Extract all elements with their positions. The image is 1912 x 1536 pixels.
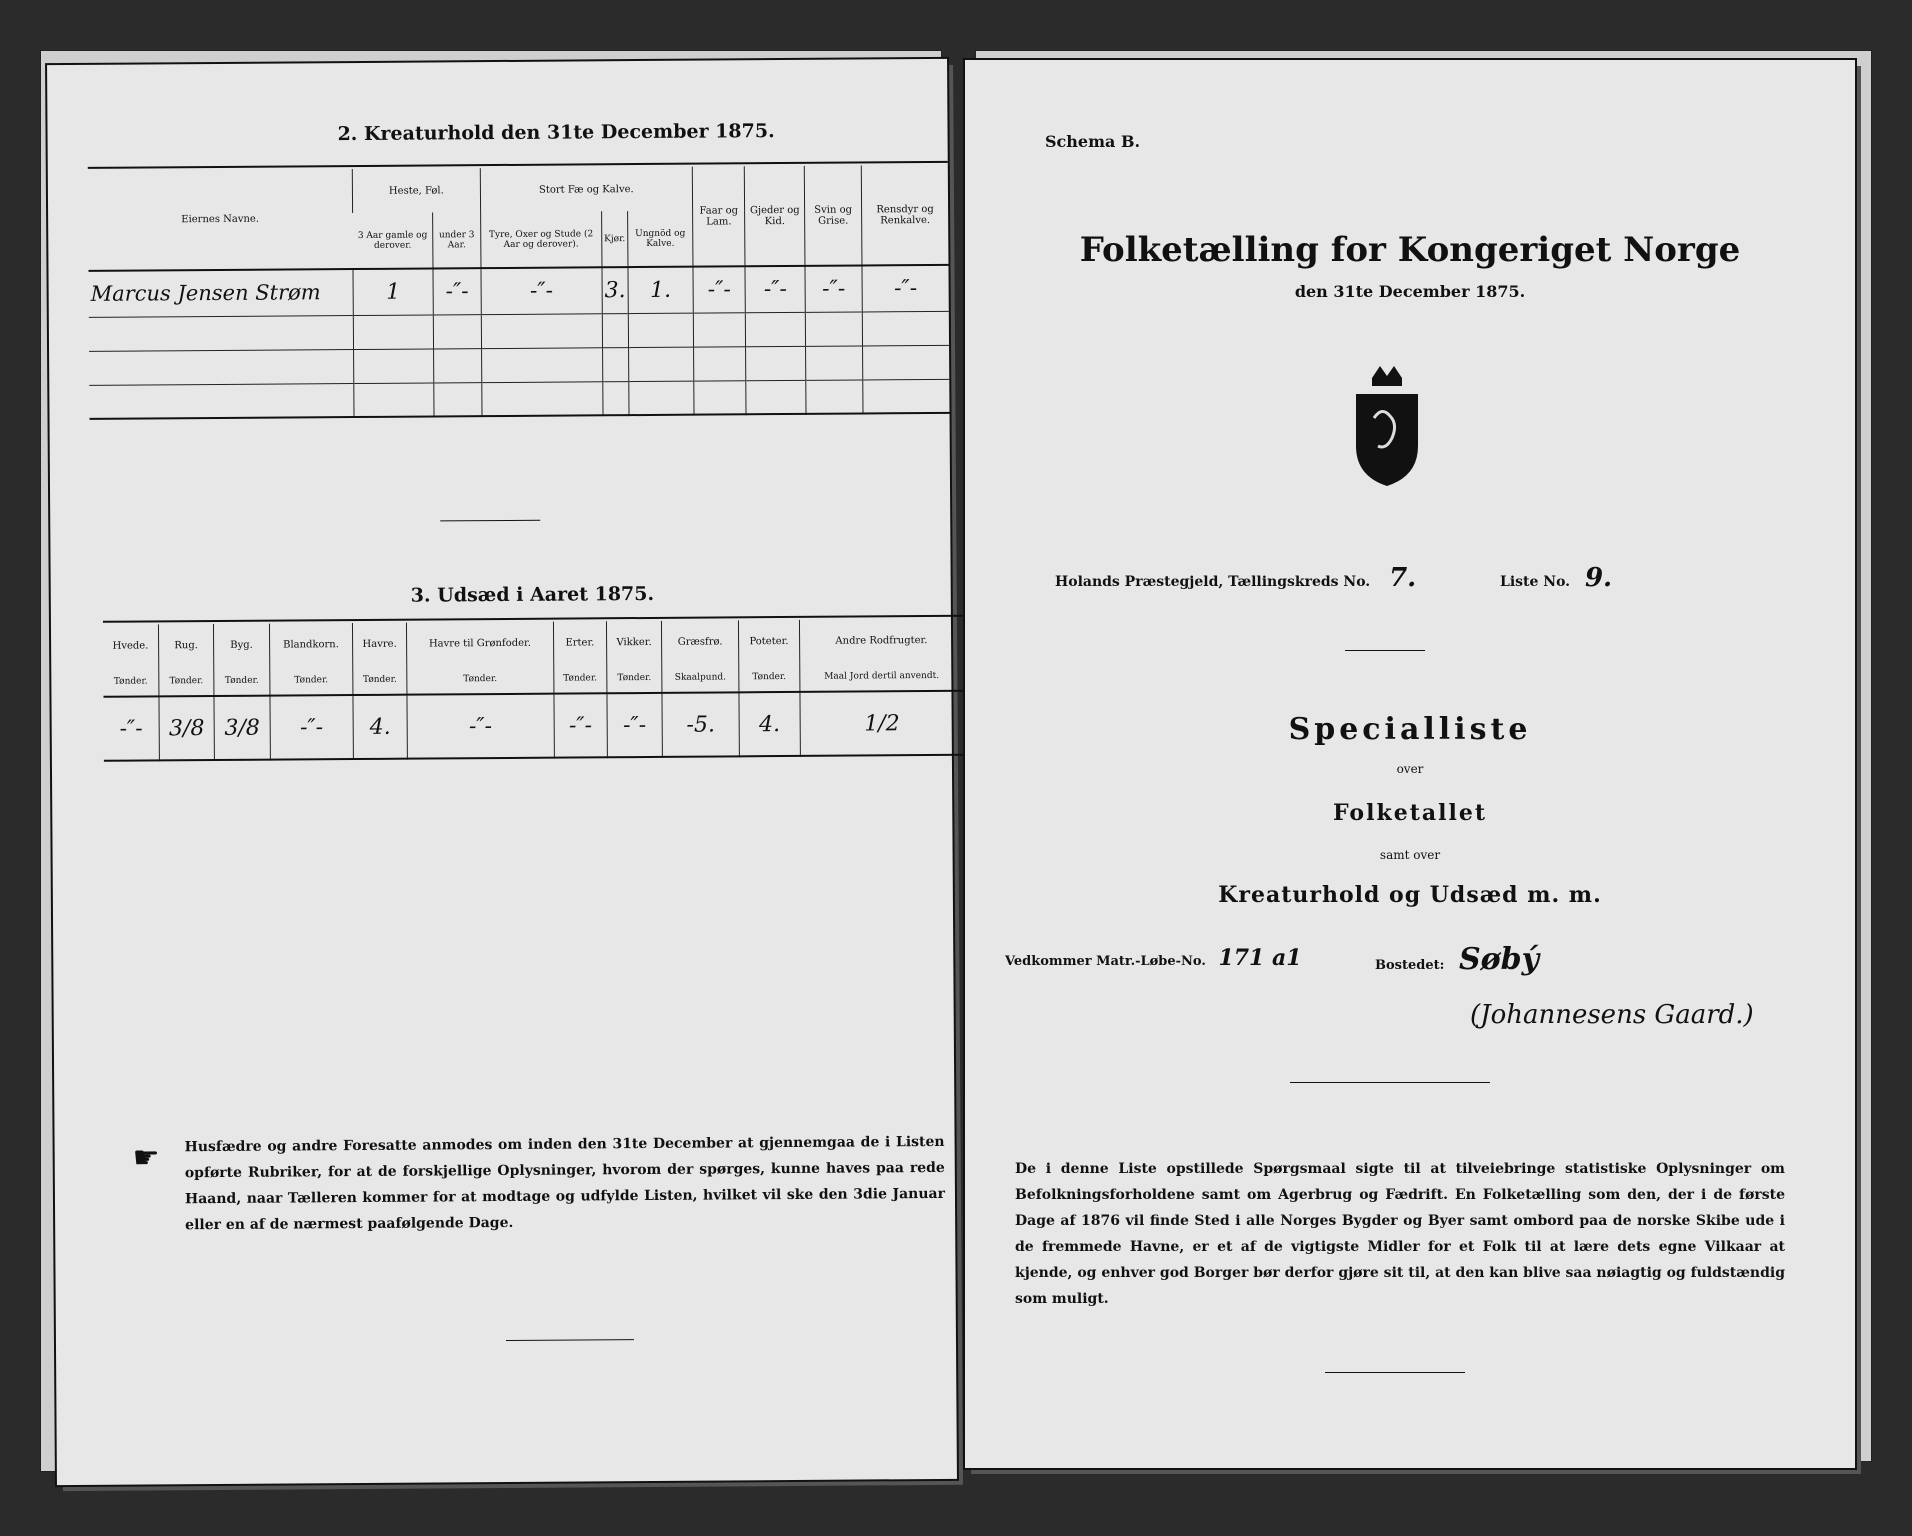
owner-header: Eiernes Navne. (181, 213, 260, 226)
folketallet-heading: Folketallet (1333, 800, 1487, 826)
value-cell: 1. (628, 267, 693, 313)
seed-header: Erter. (553, 621, 606, 663)
seed-header: Byg. (214, 624, 270, 666)
seed-table (103, 619, 964, 762)
seed-unit: Tønder. (553, 663, 606, 693)
matr-line (1005, 945, 1302, 971)
divider (1345, 650, 1425, 651)
census-date: den 31te December 1875. (1294, 282, 1526, 301)
value-cell: -″- (805, 265, 862, 311)
seed-header: Andre Rodfrugter. (799, 619, 963, 662)
value-cell: 3. (602, 267, 628, 313)
stort-fae-header: Stort Fæ og Kalve. (480, 167, 693, 212)
seed-header: Havre til Grønfoder. (406, 622, 553, 665)
divider (1290, 1082, 1490, 1083)
seed-header: Græsfrø. (661, 620, 738, 663)
svin-header: Svin og Grise. (804, 165, 862, 265)
parish-label: Holands Præstegjeld, Tællingskreds No. (1055, 574, 1371, 590)
value-cell: -″- (481, 267, 602, 314)
seed-unit: Tønder. (353, 665, 407, 695)
samt-over-text: samt over (1379, 848, 1441, 862)
table-row (103, 691, 963, 761)
seed-unit: Tønder. (739, 662, 800, 692)
value-cell: -″- (693, 266, 746, 312)
heste-header: Heste, Føl. (352, 168, 480, 213)
seed-unit: Tønder. (159, 666, 215, 696)
divider (506, 1339, 634, 1341)
table-row (89, 379, 949, 419)
coat-of-arms-icon (1342, 358, 1432, 488)
over-text: over (1396, 762, 1424, 776)
value-cell: 1 (353, 268, 434, 315)
right-page (965, 60, 1855, 1468)
owner-cell: Marcus Jensen Strøm (90, 280, 321, 307)
schema-label: Schema B. (1045, 132, 1141, 151)
specialliste-heading: Specialliste (1288, 712, 1532, 747)
rensdyr-header: Rensdyr og Renkalve. (861, 165, 948, 266)
bostedet-note: (Johannesens Gaard.) (1470, 1000, 1754, 1030)
stort-b-header: Kjør. (601, 211, 627, 267)
seed-header: Vikker. (606, 621, 661, 663)
list-number: 9. (1584, 563, 1613, 593)
bostedet-value: Søbý (1458, 942, 1540, 977)
gjeder-header: Gjeder og Kid. (745, 166, 805, 266)
seed-value: 4. (739, 692, 800, 756)
matr-number: 171 a1 (1218, 945, 1302, 971)
divider (1325, 1372, 1465, 1373)
seed-header: Hvede. (112, 639, 149, 652)
value-cell: -″- (862, 265, 949, 312)
seed-header: Blandkorn. (269, 623, 353, 666)
livestock-table (88, 165, 950, 420)
seed-value: 4. (353, 695, 407, 759)
seed-value: 3/8 (159, 696, 215, 760)
census-title: Folketælling for Kongeriget Norge (1079, 230, 1741, 270)
seed-value: -″- (554, 693, 608, 757)
census-notice: De i denne Liste opstillede Spørgsmaal sigte til at tilveiebringe statistiske Oplysninger om Befolkningsforholdene samt om Agerbrug og Fædrift. En Folketælling som den, der i de første Dage af 1876 vil finde Sted i alle Norges Bygder og Byer samt ombord paa de norske Skibe ude i de fremmede Havne, er et af de vigtigste Midler for et Folk til at lære dets egne Vilkaar at kjende, og enhver god Borger bør derfor gjøre sit til, at den kan blive saa nøiagtig og fuldstændig som muligt. (1015, 1161, 1785, 1307)
section2-title: 2. Kreaturhold den 31te December 1875. (337, 120, 775, 146)
list-line (1500, 563, 1612, 593)
seed-unit: Tønder. (269, 665, 353, 696)
seed-unit: Tønder. (607, 663, 662, 693)
heste-b-header: under 3 Aar. (433, 212, 481, 268)
faar-header: Faar og Lam. (692, 166, 745, 266)
seed-unit: Skaalpund. (662, 662, 739, 693)
parish-line (1055, 563, 1416, 593)
stort-c-header: Ungnöd og Kalve. (628, 211, 693, 267)
seed-unit: Tønder. (113, 675, 148, 687)
value-cell: -″- (745, 266, 805, 312)
seed-header: Rug. (158, 624, 214, 666)
seed-header: Havre. (353, 623, 407, 665)
seed-value: -″- (407, 694, 554, 759)
bostedet-line (1375, 942, 1539, 977)
divider (440, 520, 540, 522)
list-label: Liste No. (1500, 574, 1571, 590)
stort-a-header: Tyre, Oxer og Stude (2 Aar og derover). (480, 211, 601, 268)
bostedet-label: Bostedet: (1375, 958, 1445, 973)
seed-value: -″- (119, 716, 143, 742)
seed-unit: Tønder. (407, 664, 554, 695)
seed-unit: Maal Jord dertil anvendt. (799, 661, 963, 692)
kreaturhold-heading: Kreaturhold og Udsæd m. m. (1218, 882, 1602, 908)
seed-value: 3/8 (214, 696, 270, 760)
matr-label: Vedkommer Matr.-Løbe-No. (1005, 954, 1206, 969)
parish-number: 7. (1389, 563, 1417, 593)
pointing-hand-icon: ☛ (132, 1140, 160, 1176)
seed-unit: Tønder. (214, 666, 270, 696)
table-row (88, 265, 948, 317)
householder-notice: Husfædre og andre Foresatte anmodes om inden den 31te December at gjennemgaa de i Listen opførte Rubriker, for at de forskjellige Oplysninger, hvorom der spørges, kunne haves paa rede Haand, naar Tælleren kommer for at modtage og udfylde Listen, hvilket vil ske den 3die Januar eller en af de nærmest paafølgende Dage. (184, 1133, 946, 1234)
seed-header: Poteter. (739, 620, 800, 662)
seed-value: -″- (270, 695, 354, 760)
seed-value: -5. (662, 692, 740, 757)
heste-a-header: 3 Aar gamle og derover. (357, 230, 428, 251)
section3-title: 3. Udsæd i Aaret 1875. (410, 582, 655, 607)
seed-value: 1/2 (800, 691, 964, 756)
value-cell: -″- (433, 268, 481, 314)
left-page (47, 59, 957, 1485)
seed-value: -″- (607, 693, 663, 757)
